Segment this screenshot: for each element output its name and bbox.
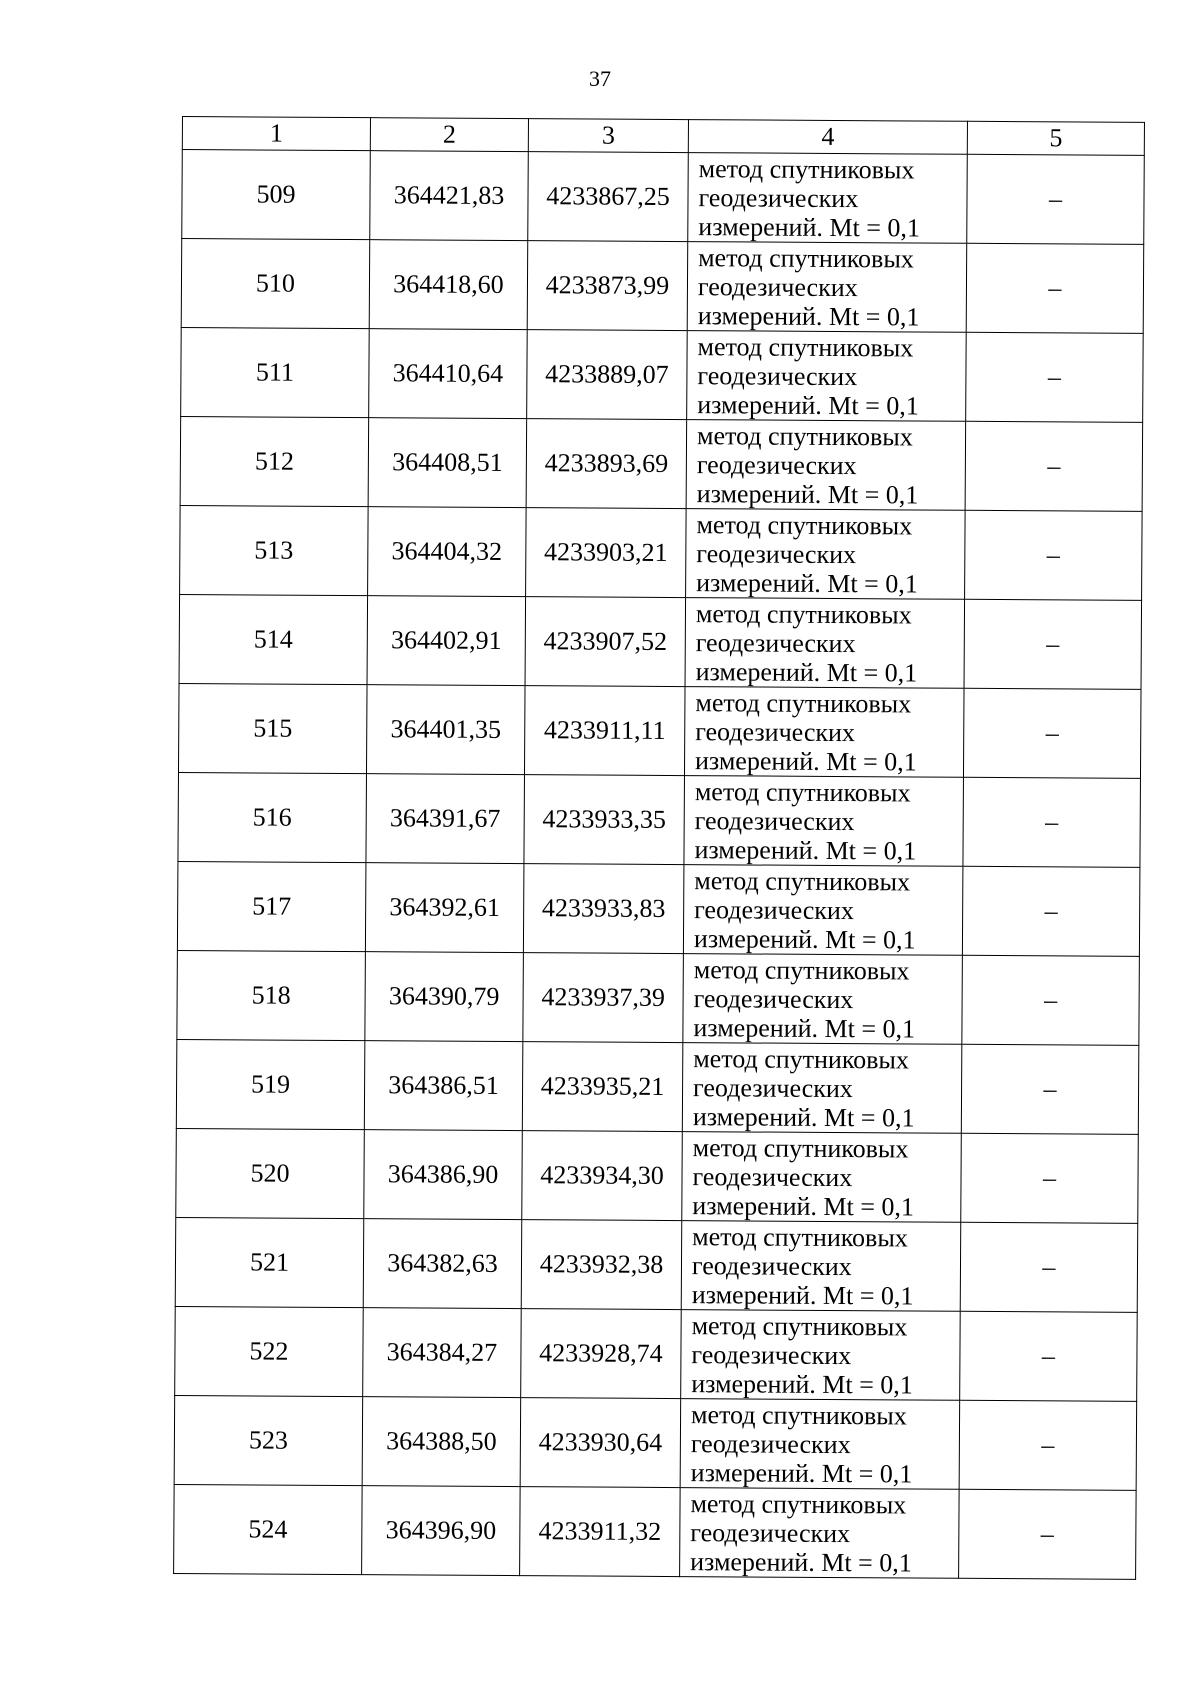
method-line: метод спутниковых <box>696 509 913 540</box>
method-line: геодезических <box>690 1517 851 1548</box>
method-line: геодезических <box>692 1161 853 1192</box>
y-coordinate-cell: 4233893,69 <box>526 419 687 509</box>
point-number-cell: 522 <box>175 1306 364 1396</box>
x-coordinate-cell: 364391,67 <box>366 774 525 864</box>
method-line: геодезических <box>694 894 854 925</box>
method-line: измерений. Mt = 0,1 <box>690 1457 913 1488</box>
table-row <box>176 1039 1139 1134</box>
method-line: метод спутниковых <box>697 331 914 362</box>
method-cell <box>682 1043 962 1134</box>
method-line: измерений. Mt = 0,1 <box>692 1101 915 1132</box>
column-header-3: 3 <box>528 119 688 153</box>
method-line: измерений. Mt = 0,1 <box>691 1279 914 1310</box>
x-coordinate-cell: 364386,51 <box>364 1041 523 1131</box>
dash-cell: – <box>965 421 1143 511</box>
table-row <box>181 239 1144 334</box>
x-coordinate-cell: 364386,90 <box>364 1130 523 1220</box>
method-line: измерений. Mt = 0,1 <box>697 389 919 421</box>
method-line: геодезических <box>697 360 858 391</box>
method-line: измерений. Mt = 0,1 <box>690 1546 912 1577</box>
method-cell <box>686 420 966 511</box>
dash-cell: – <box>964 599 1142 689</box>
method-line: геодезических <box>691 1250 852 1281</box>
table-row <box>180 505 1143 600</box>
y-coordinate-cell: 4233867,25 <box>528 152 689 242</box>
dash-cell: – <box>967 154 1145 244</box>
point-number-cell: 517 <box>177 861 366 951</box>
method-line: геодезических <box>696 449 857 480</box>
table-row <box>181 327 1144 422</box>
x-coordinate-cell: 364384,27 <box>363 1308 522 1398</box>
table-row <box>174 1484 1137 1579</box>
point-number-cell: 521 <box>175 1217 364 1307</box>
x-coordinate-cell: 364390,79 <box>365 952 524 1042</box>
table-row <box>182 150 1145 245</box>
point-number-cell: 524 <box>174 1484 363 1574</box>
method-line: метод спутниковых <box>693 954 910 985</box>
method-line: метод спутниковых <box>695 687 912 718</box>
table-row <box>174 1395 1137 1490</box>
dash-cell: – <box>963 688 1141 778</box>
method-cell <box>687 242 967 333</box>
y-coordinate-cell: 4233930,64 <box>520 1398 681 1488</box>
method-line: геодезических <box>692 1072 853 1103</box>
x-coordinate-cell: 364421,83 <box>370 151 529 241</box>
x-coordinate-cell: 364418,60 <box>369 240 528 330</box>
y-coordinate-cell: 4233933,35 <box>524 775 685 865</box>
column-header-4: 4 <box>688 120 967 155</box>
method-line: геодезических <box>695 716 856 747</box>
y-coordinate-cell: 4233933,83 <box>523 864 684 954</box>
method-line: измерений. Mt = 0,1 <box>694 834 917 865</box>
point-number-cell: 512 <box>180 416 369 506</box>
y-coordinate-cell: 4233903,21 <box>526 508 687 598</box>
method-cell <box>686 509 966 600</box>
method-line: метод спутниковых <box>694 776 911 807</box>
method-line: метод спутниковых <box>690 1488 907 1519</box>
x-coordinate-cell: 364404,32 <box>368 507 527 597</box>
table-row <box>179 594 1142 689</box>
method-line: метод спутниковых <box>690 1399 907 1430</box>
dash-cell: – <box>962 866 1140 956</box>
method-line: метод спутниковых <box>698 242 914 273</box>
method-cell <box>683 954 963 1045</box>
dash-cell: – <box>959 1400 1137 1490</box>
method-cell <box>684 776 964 867</box>
method-cell <box>687 331 967 422</box>
method-line: метод спутниковых <box>698 153 915 184</box>
method-cell <box>681 1310 961 1401</box>
page-number: 37 <box>589 66 611 91</box>
coordinates-table <box>173 116 1145 1580</box>
dash-cell: – <box>962 955 1140 1045</box>
point-number-cell: 520 <box>176 1128 365 1218</box>
dash-cell: – <box>961 1133 1139 1223</box>
method-line: метод спутниковых <box>694 865 911 896</box>
dash-cell: – <box>966 332 1144 422</box>
method-line: измерений. Mt = 0,1 <box>696 478 919 510</box>
table-row <box>177 861 1140 956</box>
column-header-5: 5 <box>967 121 1144 155</box>
table-row <box>175 1306 1138 1401</box>
x-coordinate-cell: 364401,35 <box>366 685 525 775</box>
method-cell <box>680 1488 960 1579</box>
x-coordinate-cell: 364410,64 <box>369 329 528 419</box>
method-cell <box>681 1221 961 1312</box>
dash-cell: – <box>960 1311 1138 1401</box>
point-number-cell: 510 <box>181 239 370 329</box>
method-cell <box>680 1399 960 1490</box>
method-line: метод спутниковых <box>696 420 913 451</box>
dash-cell: – <box>966 243 1144 333</box>
y-coordinate-cell: 4233935,21 <box>522 1042 683 1132</box>
method-line: метод спутниковых <box>693 1043 910 1074</box>
method-line: измерений. Mt = 0,1 <box>694 745 917 776</box>
method-cell <box>688 153 968 244</box>
method-line: геодезических <box>694 805 855 836</box>
y-coordinate-cell: 4233911,11 <box>524 686 685 776</box>
method-line: метод спутниковых <box>692 1132 909 1163</box>
method-line: измерений. Mt = 0,1 <box>697 300 920 332</box>
method-line: измерений. Mt = 0,1 <box>695 656 918 688</box>
method-cell <box>683 865 963 956</box>
dash-cell: – <box>963 777 1141 867</box>
point-number-cell: 519 <box>176 1039 365 1129</box>
method-line: измерений. Mt = 0,1 <box>693 923 916 954</box>
table-row <box>178 683 1141 778</box>
point-number-cell: 513 <box>180 505 369 595</box>
point-number-cell: 523 <box>174 1395 363 1485</box>
method-cell <box>682 1132 962 1223</box>
method-line: геодезических <box>697 271 858 302</box>
x-coordinate-cell: 364396,90 <box>362 1486 521 1576</box>
method-line: измерений. Mt = 0,1 <box>698 211 921 243</box>
method-line: измерений. Mt = 0,1 <box>696 567 918 599</box>
x-coordinate-cell: 364388,50 <box>362 1397 521 1487</box>
x-coordinate-cell: 364392,61 <box>365 863 524 953</box>
method-line: метод спутниковых <box>695 598 912 629</box>
method-line: геодезических <box>696 538 857 569</box>
method-line: геодезических <box>691 1339 852 1370</box>
point-number-cell: 515 <box>178 683 367 773</box>
x-coordinate-cell: 364402,91 <box>367 596 526 686</box>
table-row <box>176 1128 1139 1223</box>
dash-cell: – <box>959 1489 1137 1579</box>
y-coordinate-cell: 4233889,07 <box>527 330 688 420</box>
point-number-cell: 516 <box>178 772 367 862</box>
point-number-cell: 518 <box>177 950 366 1040</box>
point-number-cell: 509 <box>182 150 371 240</box>
method-line: измерений. Mt = 0,1 <box>692 1190 915 1221</box>
y-coordinate-cell: 4233911,32 <box>520 1487 681 1577</box>
method-line: геодезических <box>698 182 859 213</box>
dash-cell: – <box>960 1222 1138 1312</box>
table-row <box>177 950 1140 1045</box>
method-cell <box>684 687 964 778</box>
point-number-cell: 511 <box>181 327 370 417</box>
table-row <box>180 416 1143 511</box>
table-body <box>174 150 1145 1580</box>
y-coordinate-cell: 4233934,30 <box>522 1131 683 1221</box>
method-cell <box>685 598 965 689</box>
table-row <box>175 1217 1138 1312</box>
method-line: геодезических <box>693 983 854 1014</box>
method-line: геодезических <box>695 627 856 658</box>
y-coordinate-cell: 4233928,74 <box>521 1309 682 1399</box>
method-line: геодезических <box>690 1428 851 1459</box>
dash-cell: – <box>965 510 1143 600</box>
column-header-1: 1 <box>182 117 370 151</box>
x-coordinate-cell: 364382,63 <box>363 1219 522 1309</box>
x-coordinate-cell: 364408,51 <box>368 418 527 508</box>
column-header-2: 2 <box>370 118 528 152</box>
method-line: метод спутниковых <box>691 1310 908 1341</box>
point-number-cell: 514 <box>179 594 368 684</box>
method-line: измерений. Mt = 0,1 <box>691 1368 913 1399</box>
method-line: метод спутниковых <box>692 1221 908 1252</box>
y-coordinate-cell: 4233873,99 <box>527 241 688 331</box>
y-coordinate-cell: 4233907,52 <box>525 597 686 687</box>
y-coordinate-cell: 4233932,38 <box>521 1220 682 1310</box>
method-line: измерений. Mt = 0,1 <box>693 1012 916 1043</box>
dash-cell: – <box>961 1044 1139 1134</box>
y-coordinate-cell: 4233937,39 <box>523 953 684 1043</box>
table-row <box>178 772 1141 867</box>
